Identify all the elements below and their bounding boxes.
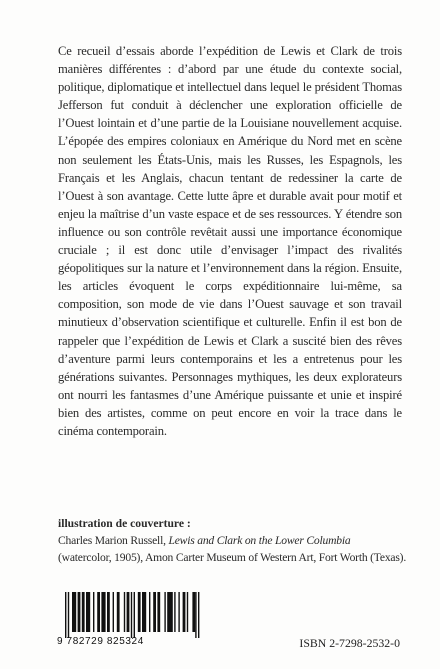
barcode-bar bbox=[157, 592, 160, 632]
cover-illustration-credit bbox=[58, 516, 408, 566]
barcode bbox=[57, 592, 217, 650]
barcode-bar bbox=[113, 592, 114, 632]
barcode-bar bbox=[187, 592, 188, 632]
barcode-bar bbox=[117, 592, 120, 632]
barcode-bar bbox=[72, 592, 76, 632]
barcode-bar bbox=[142, 592, 146, 632]
summary-paragraph: Ce recueil d’essais aborde l’expédition de Lewis et Clark de trois manières différentes : d’abord par une étude du contexte social, politique, diplomatique et intellectuel dans lequel le président Thomas Jefferson fut conduit à déclencher une exploration officielle de l’Ouest lointain et d’une partie de la Louisiane nouvellement acquise. L’épopée des empires coloniaux en Amérique du Nord met en scène non seulement les États-Unis, mais les Russes, les Espagnols, les Français et les Anglais, chacun tentant de redessiner la carte de l’Ouest à son avantage. Cette lutte âpre et durable avait pour motif et enjeu la maîtrise d’un vaste espace et de ses ressources. Y étendre son influence ou son contrôle revêtait aussi une importance économique cruciale ; il est donc utile d’envisager l’impact des rivalités géopolitiques sur la nature et l’environnement dans la région. Ensuite, les articles évoquent le corps expéditionnaire lui-même, sa composition, son mode de vie dans l’Ouest sauvage et son travail minutieux d’observation scientifique et culturelle. Enfin il est bon de rappeler que l’expédition de Lewis et Clark a suscité bien des rêves d’aventure parmi leurs contemporains et les a entretenus pour les générations suivantes. Personnages mythiques, les deux explorateurs ont nourri les fantasmes d’une Amérique puissante et unie et inspiré bien des artistes, comme on peut encore en voir la trace dans le cinéma contemporain. bbox=[58, 44, 402, 438]
barcode-bar bbox=[78, 592, 81, 632]
barcode-bar bbox=[131, 592, 132, 638]
summary-text bbox=[58, 42, 402, 440]
barcode-bar bbox=[167, 592, 173, 632]
credit-heading: illustration de couverture : bbox=[58, 517, 191, 530]
barcode-bar bbox=[174, 592, 175, 632]
barcode-bar bbox=[178, 592, 179, 632]
barcode-bar bbox=[82, 592, 85, 632]
barcode-bar bbox=[198, 592, 199, 638]
barcode-bar bbox=[195, 592, 196, 638]
barcode-bar bbox=[153, 592, 156, 632]
credit-details: (watercolor, 1905), Amon Carter Museum of Western Art, Fort Worth (Texas). bbox=[58, 550, 407, 564]
barcode-bar bbox=[149, 592, 150, 632]
barcode-bar bbox=[65, 592, 66, 638]
barcode-bar bbox=[97, 592, 100, 632]
barcode-bar bbox=[107, 592, 110, 632]
barcode-bar bbox=[86, 592, 90, 632]
barcode-bar bbox=[138, 592, 141, 632]
barcode-bar bbox=[134, 592, 135, 638]
barcode-digits: 9 782729 825324 bbox=[57, 636, 144, 647]
barcode-bar bbox=[124, 592, 125, 632]
credit-artist-line bbox=[58, 533, 408, 550]
barcode-bar bbox=[68, 592, 69, 638]
credit-artist: Charles Marion Russell, bbox=[58, 533, 169, 547]
barcode-bar bbox=[183, 592, 186, 632]
barcode-bar bbox=[101, 592, 105, 632]
barcode-bar bbox=[164, 592, 165, 632]
credit-artwork-title: Lewis and Clark on the Lower Columbia bbox=[168, 533, 351, 547]
barcode-bar bbox=[192, 592, 195, 632]
barcode-graphic bbox=[57, 592, 217, 638]
barcode-bar bbox=[127, 592, 130, 632]
isbn: ISBN 2-7298-2532-0 bbox=[299, 636, 400, 650]
barcode-bar bbox=[93, 592, 94, 632]
